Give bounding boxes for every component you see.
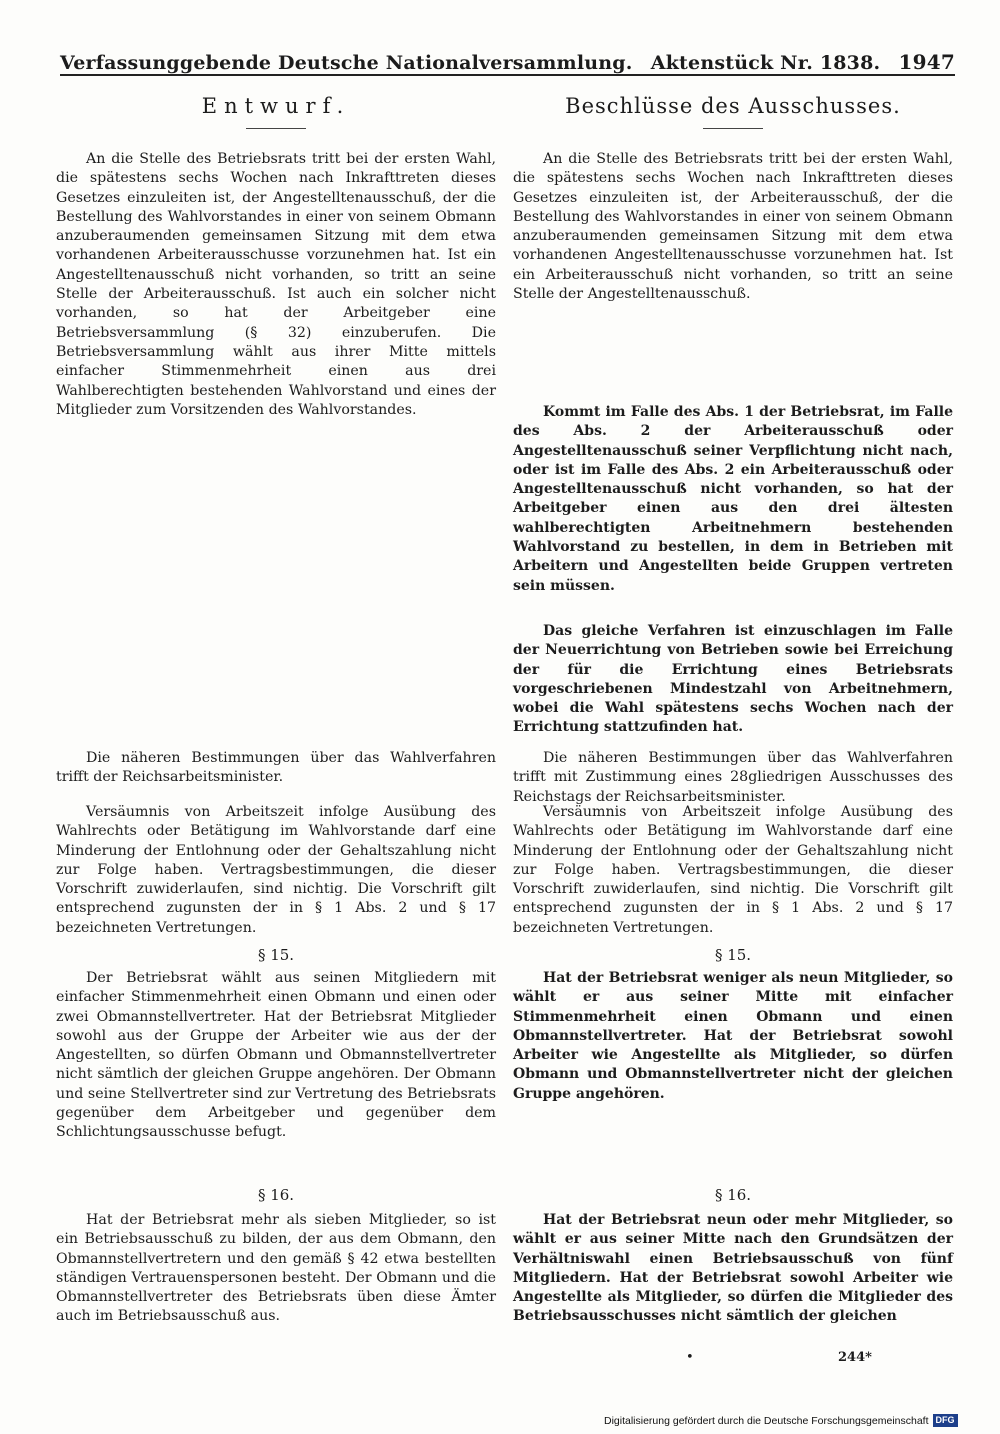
right-paragraph-5: Versäumnis von Arbeitszeit infolge Ausübung des Wahlrechts oder Betätigung im Wahlvorstande darf eine Minderung der Entlohnung oder der Gehaltszahlung nicht zur Folge haben. Vertragsbestimmungen, die dieser Vorschrift zuwiderlaufen, sind nichtig. Die Vorschrift gilt entsprechend zugunsten der in § 1 Abs. 2 und § 17 bezeichneten Vertretungen. — [513, 804, 953, 936]
left-section-16-text: Hat der Betriebsrat mehr als sieben Mitglieder, so ist ein Betriebsausschuß zu bilden, der aus dem Obmann, den Obmannstellvertretern und den gemäß § 42 etwa bestellten ständigen Vertrauenspersonen besteht. Der Obmann und die Obmannstellvertreter des Betriebsrats üben diese Ämter auch im Betriebsausschuß aus. — [56, 1212, 496, 1325]
left-column — [56, 92, 496, 129]
credit-text: Digitalisierung gefördert durch die Deutsche Forschungsgemeinschaft — [604, 1414, 929, 1427]
running-header — [60, 44, 955, 76]
left-paragraph-3: Versäumnis von Arbeitszeit infolge Ausübung des Wahlrechts oder Betätigung im Wahlvorstande darf eine Minderung der Entlohnung oder der Gehaltszahlung nicht zur Folge haben. Vertragsbestimmungen, die dieser Vorschrift zuwiderlaufen, sind nichtig. Die Vorschrift gilt entsprechend zugunsten der in § 1 Abs. 2 und § 17 bezeichneten Vertretungen. — [56, 804, 496, 936]
left-paragraph-2: Die näheren Bestimmungen über das Wahlverfahren trifft der Reichsarbeitsminister. — [56, 750, 496, 786]
header-document-number: Aktenstück Nr. 1838. — [650, 52, 881, 74]
right-paragraph-1: An die Stelle des Betriebsrats tritt bei der ersten Wahl, die spätestens sechs Wochen nach Inkrafttreten dieses Gesetzes einzuleiten ist, der Arbeiterausschuß, der die Bestellung des Wahlvorstandes in einer von seinem Obmann anzuberaumenden gemeinsamen Sitzung mit dem etwa vorhandenen Angestelltenausschusse vorzunehmen hat. Ist ein Arbeiterausschuß nicht vorhanden, so tritt an seine Stelle der Angestelltenausschuß. — [513, 151, 953, 303]
left-section-15-heading: § 15. — [257, 946, 295, 964]
right-section-15-heading: § 15. — [714, 946, 752, 964]
right-paragraph-2: Kommt im Falle des Abs. 1 der Betriebsrat, im Falle des Abs. 2 der Arbeiterausschuß oder Angestelltenausschuß seiner Verpflichtung nicht nach, oder ist im Falle des Abs. 2 ein Arbeiterausschuß oder Angestelltenausschuß nicht vorhanden, so hat der Arbeitgeber einen aus den drei ältesten wahlberechtigten Arbeitnehmern bestehenden Wahlvorstand zu bestellen, in dem in Betrieben mit Arbeitern und Angestellten beide Gruppen vertreten sein müssen. — [513, 404, 953, 594]
right-section-16-heading: § 16. — [714, 1186, 752, 1204]
footer-dot: • — [686, 1350, 694, 1365]
heading-rule — [246, 128, 306, 129]
dfg-logo-icon: DFG — [933, 1414, 958, 1427]
page-number: 1947 — [898, 50, 955, 74]
left-section-16-heading: § 16. — [257, 1186, 295, 1204]
right-section-16-text: Hat der Betriebsrat neun oder mehr Mitglieder, so wählt er aus seiner Mitte nach den Grundsätzen der Verhältniswahl einen Betriebsausschuß von fünf Mitgliedern. Hat der Betriebsrat sowohl Arbeiter wie Angestellte als Mitglieder, so dürfen die Mitglieder des Betriebsausschusses nicht sämtlich der gleichen — [513, 1212, 953, 1325]
left-section-15-text: Der Betriebsrat wählt aus seinen Mitgliedern mit einfacher Stimmenmehrheit einen Obmann und einen oder zwei Obmannstellvertreter. Hat der Betriebsrat Mitglieder sowohl aus der Gruppe der Arbeiter wie aus der der Angestellten, so dürfen Obmann und Obmannstellvertreter nicht sämtlich der gleichen Gruppe angehören. Der Obmann und seine Stellvertreter sind zur Vertretung des Betriebsrats gegenüber dem Arbeitgeber und gegenüber dem Schlichtungsausschusse befugt. — [56, 970, 496, 1141]
header-title: Verfassunggebende Deutsche Nationalversammlung. — [60, 52, 633, 74]
left-column-heading: Entwurf. — [201, 94, 351, 118]
right-paragraph-3: Das gleiche Verfahren ist einzuschlagen im Falle der Neuerrichtung von Betrieben sowie bei Erreichung der für die Errichtung eines Betriebsrats vorgeschriebenen Mindestzahl von Arbeitnehmern, wobei die Wahl spätestens sechs Wochen nach der Errichtung stattzufinden hat. — [513, 623, 953, 736]
left-paragraph-1: An die Stelle des Betriebsrats tritt bei der ersten Wahl, die spätestens sechs Wochen nach Inkrafttreten dieses Gesetzes einzuleiten ist, der Angestelltenausschuß, der die Bestellung des Wahlvorstandes in einer von seinem Obmann anzuberaumenden gemeinsamen Sitzung mit dem etwa vorhandenen Arbeiterausschusse vorzunehmen hat. Ist ein Angestelltenausschuß nicht vorhanden, so tritt an seine Stelle der Arbeiterausschuß. Ist auch ein solcher nicht vorhanden, so hat der Arbeitgeber eine Betriebsversammlung (§ 32) einzuberufen. Die Betriebsversammlung wählt aus ihrer Mitte mittels einfacher Stimmenmehrheit einen aus drei Wahlberechtigten bestehenden Wahlvorstand und eines der Mitglieder zum Vorsitzenden des Wahlvorstandes. — [56, 151, 496, 418]
right-paragraph-4: Die näheren Bestimmungen über das Wahlverfahren trifft mit Zustimmung eines 28gliedrigen Ausschusses des Reichstags der Reichsarbeitsminister. — [513, 750, 953, 805]
right-section-15-text: Hat der Betriebsrat weniger als neun Mitglieder, so wählt er aus seiner Mitte mit einfacher Stimmenmehrheit einen Obmann und einen Obmannstellvertreter. Hat der Betriebsrat sowohl Arbeiter wie Angestellte als Mitglieder, so dürfen Obmann und Obmannstellvertreter nicht der gleichen Gruppe angehören. — [513, 970, 953, 1102]
heading-rule — [703, 128, 763, 129]
right-column-heading: Beschlüsse des Ausschusses. — [565, 94, 901, 118]
printer-signature: 244* — [838, 1350, 872, 1365]
right-column — [513, 92, 953, 129]
digitization-credit — [604, 1414, 958, 1427]
